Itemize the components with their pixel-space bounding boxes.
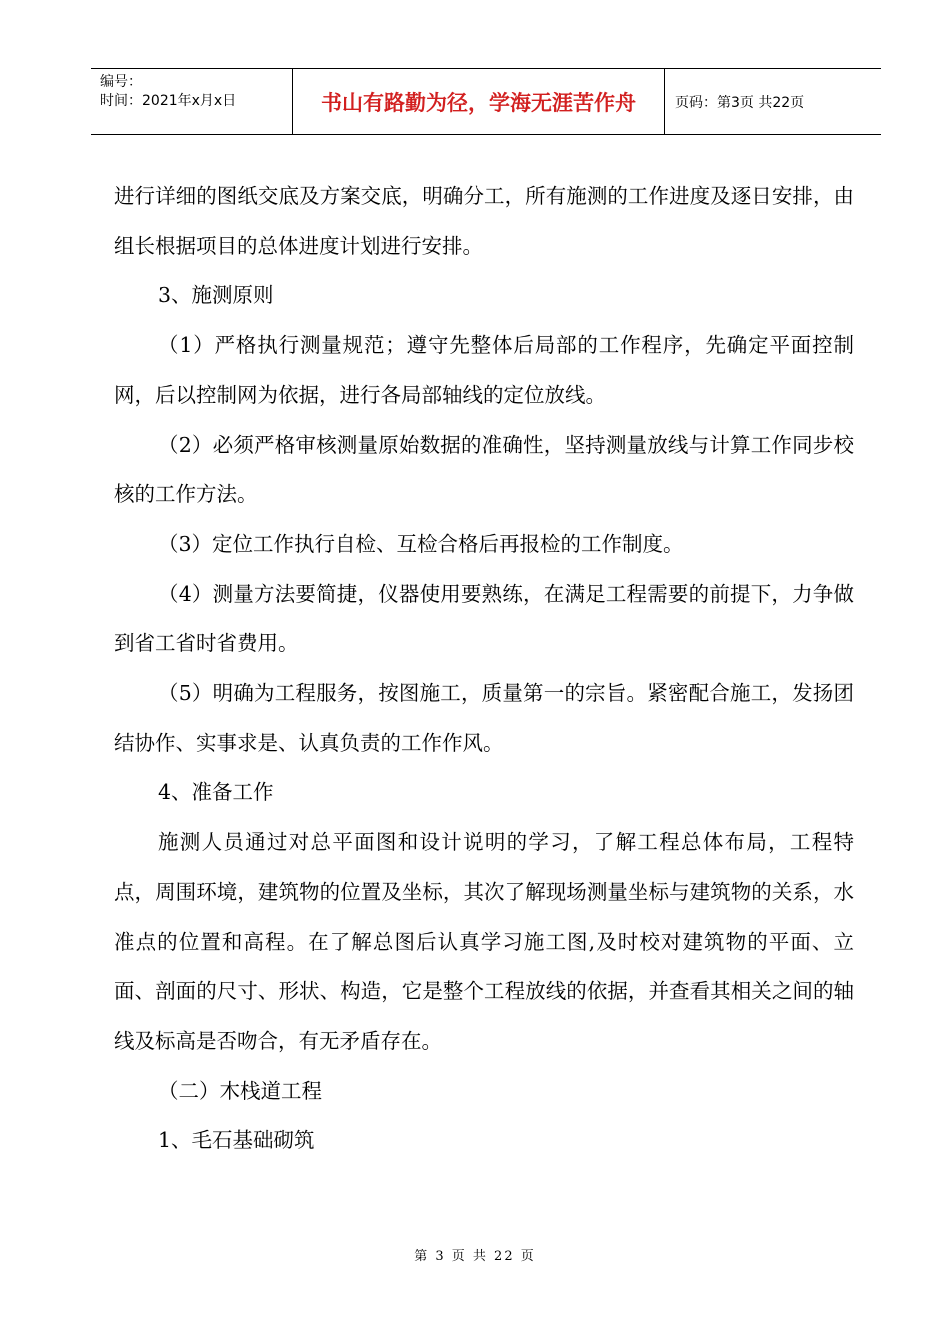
paragraph: （2）必须严格审核测量原始数据的准确性，坚持测量放线与计算工作同步校核的工作方法。 xyxy=(114,432,854,507)
section-heading: 1、毛石基础砌筑 xyxy=(158,1128,315,1153)
page-info-text: 页码：第3页 共22页 xyxy=(675,94,805,111)
motto-text: 书山有路勤为径，学海无涯苦作舟 xyxy=(321,90,636,115)
header-motto-cell xyxy=(293,69,665,134)
paragraph: （4）测量方法要简捷，仪器使用要熟练，在满足工程需要的前提下，力争做到省工省时省费用。 xyxy=(114,581,854,656)
document-body xyxy=(114,172,854,1166)
section-heading: 4、准备工作 xyxy=(158,780,274,805)
paragraph: （5）明确为工程服务，按图施工，质量第一的宗旨。紧密配合施工，发扬团结协作、实事求是、认真负责的工作作风。 xyxy=(114,681,854,755)
section-heading: 3、施测原则 xyxy=(158,283,274,308)
serial-label: 编号： xyxy=(100,74,142,90)
header-page-info xyxy=(665,69,881,134)
page-footer xyxy=(0,1245,950,1264)
paragraph: （1）严格执行测量规范；遵守先整体后局部的工作程序，先确定平面控制网，后以控制网为依据，进行各局部轴线的定位放线。 xyxy=(114,333,854,407)
paragraph: （3）定位工作执行自检、互检合格后再报检的工作制度。 xyxy=(158,531,684,556)
paragraph: 进行详细的图纸交底及方案交底，明确分工，所有施测的工作进度及逐日安排，由组长根据项目的总体进度计划进行安排。 xyxy=(114,184,854,258)
header-meta xyxy=(91,69,293,134)
section-heading: （二）木栈道工程 xyxy=(158,1078,322,1103)
footer-page-number: 第 3 页 共 22 页 xyxy=(414,1249,536,1264)
paragraph: 施测人员通过对总平面图和设计说明的学习，了解工程总体布局，工程特点，周围环境，建筑物的位置及坐标，其次了解现场测量坐标与建筑物的关系，水准点的位置和高程。在了解总图后认真学习施工图,及时校对建筑物的平面、立面、剖面的尺寸、形状、构造，它是整个工程放线的依据，并查看其相关之间的轴线及标高是否吻合，有无矛盾存在。 xyxy=(114,830,854,1053)
page-header xyxy=(91,68,881,135)
time-label: 时间：2021年x月x日 xyxy=(100,93,237,109)
